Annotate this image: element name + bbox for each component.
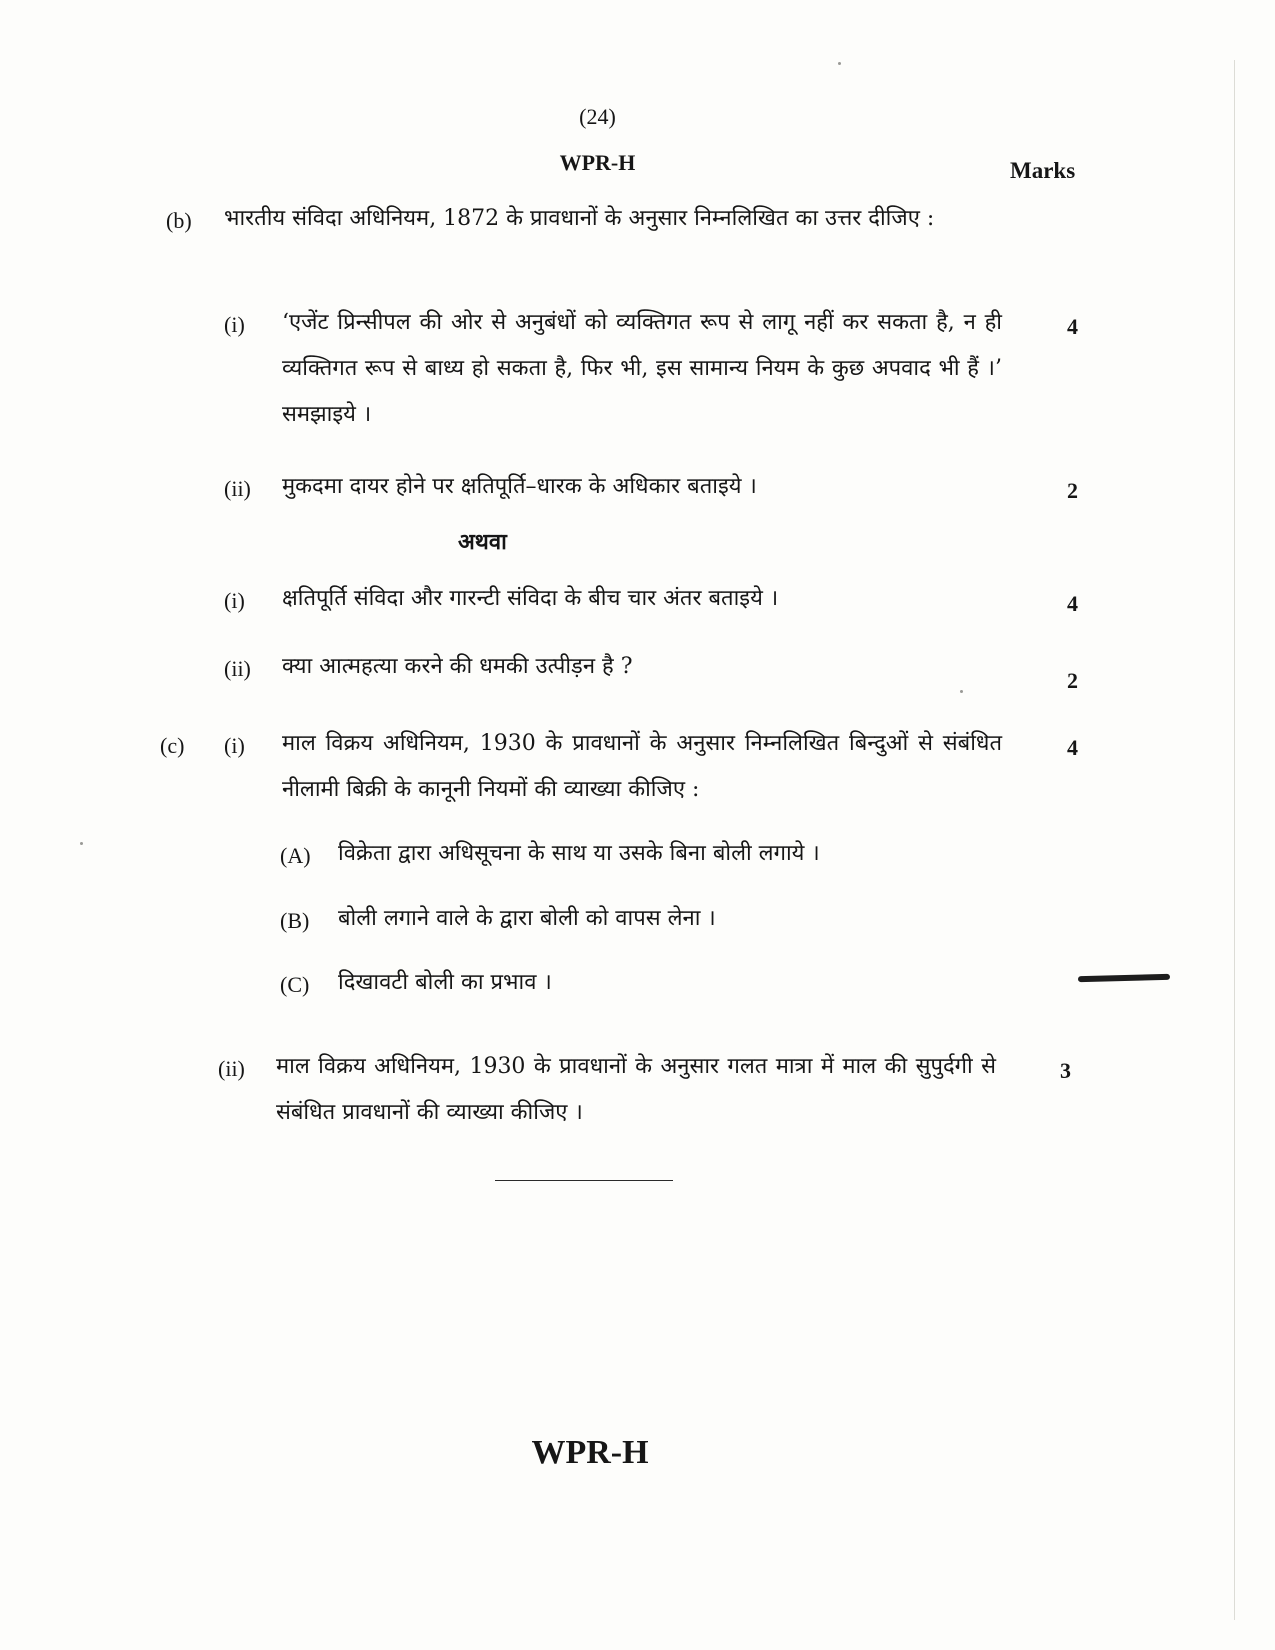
- question-b-ii-marks: 2: [1067, 478, 1078, 503]
- question-c-i-marks: 4: [1067, 735, 1078, 760]
- question-b-ii-text: मुकदमा दायर होने पर क्षतिपूर्ति–धारक के अधिकार बताइये ।: [282, 474, 757, 499]
- marks-column-heading: Marks: [1010, 158, 1076, 183]
- question-b-i-label: (i): [224, 312, 245, 337]
- paper-code-header: WPR-H: [559, 150, 636, 175]
- or-separator: अथवा: [458, 529, 507, 555]
- paper-code-footer: WPR-H: [531, 1434, 649, 1471]
- point-c-text: दिखावटी बोली का प्रभाव ।: [338, 970, 552, 995]
- question-b-ii-label: (ii): [224, 476, 251, 501]
- point-b-text: बोली लगाने वाले के द्वारा बोली को वापस लेना ।: [338, 906, 716, 931]
- question-c-ii-marks: 3: [1060, 1058, 1071, 1083]
- question-c-ii-text: माल विक्रय अधिनियम, 1930 के प्रावधानों के अनुसार गलत मात्रा में माल की सुपुर्दगी से संबंधित प्रावधानों की व्याख्या कीजिए ।: [276, 1054, 996, 1125]
- section-c-label: (c): [160, 733, 185, 758]
- page-number: (24): [579, 104, 616, 129]
- question-c-ii-label: (ii): [218, 1056, 245, 1081]
- alt-question-i-marks: 4: [1067, 591, 1078, 616]
- point-a-text: विक्रेता द्वारा अधिसूचना के साथ या उसके बिना बोली लगाये ।: [338, 841, 820, 866]
- point-a-label: (A): [280, 843, 311, 868]
- question-b-i-text: ‘एजेंट प्रिन्सीपल की ओर से अनुबंधों को व्यक्तिगत रूप से लागू नहीं कर सकता है, न ही व्यक्तिगत रूप से बाध्य हो सकता है, फिर भी, इस सामान्य नियम के कुछ अपवाद भी हैं ।’ समझाइये ।: [282, 310, 1002, 427]
- section-b-label: (b): [166, 208, 192, 233]
- question-c-i-text: माल विक्रय अधिनियम, 1930 के प्रावधानों के अनुसार निम्नलिखित बिन्दुओं से संबंधित नीलामी बिक्री के कानूनी नियमों की व्याख्या कीजिए :: [282, 731, 1002, 802]
- scan-speck: [960, 690, 963, 693]
- section-b-intro: भारतीय संविदा अधिनियम, 1872 के प्रावधानों के अनुसार निम्नलिखित का उत्तर दीजिए :: [224, 206, 935, 231]
- scan-speck: [80, 842, 83, 845]
- alt-question-ii-text: क्या आत्महत्या करने की धमकी उत्पीड़न है ?: [282, 654, 633, 679]
- alt-question-ii-label: (ii): [224, 656, 251, 681]
- question-c-i-label: (i): [224, 733, 245, 758]
- alt-question-ii-marks: 2: [1067, 668, 1078, 693]
- end-of-questions-rule: [495, 1180, 673, 1181]
- alt-question-i-label: (i): [224, 588, 245, 613]
- question-b-i-marks: 4: [1067, 314, 1078, 339]
- point-c-label: (C): [280, 972, 310, 997]
- alt-question-i-text: क्षतिपूर्ति संविदा और गारन्टी संविदा के बीच चार अंतर बताइये ।: [282, 586, 779, 611]
- margin-pen-stroke: [1078, 974, 1170, 982]
- scan-edge-shadow: [1234, 60, 1235, 1620]
- point-b-label: (B): [280, 908, 310, 933]
- scan-speck: [838, 62, 841, 65]
